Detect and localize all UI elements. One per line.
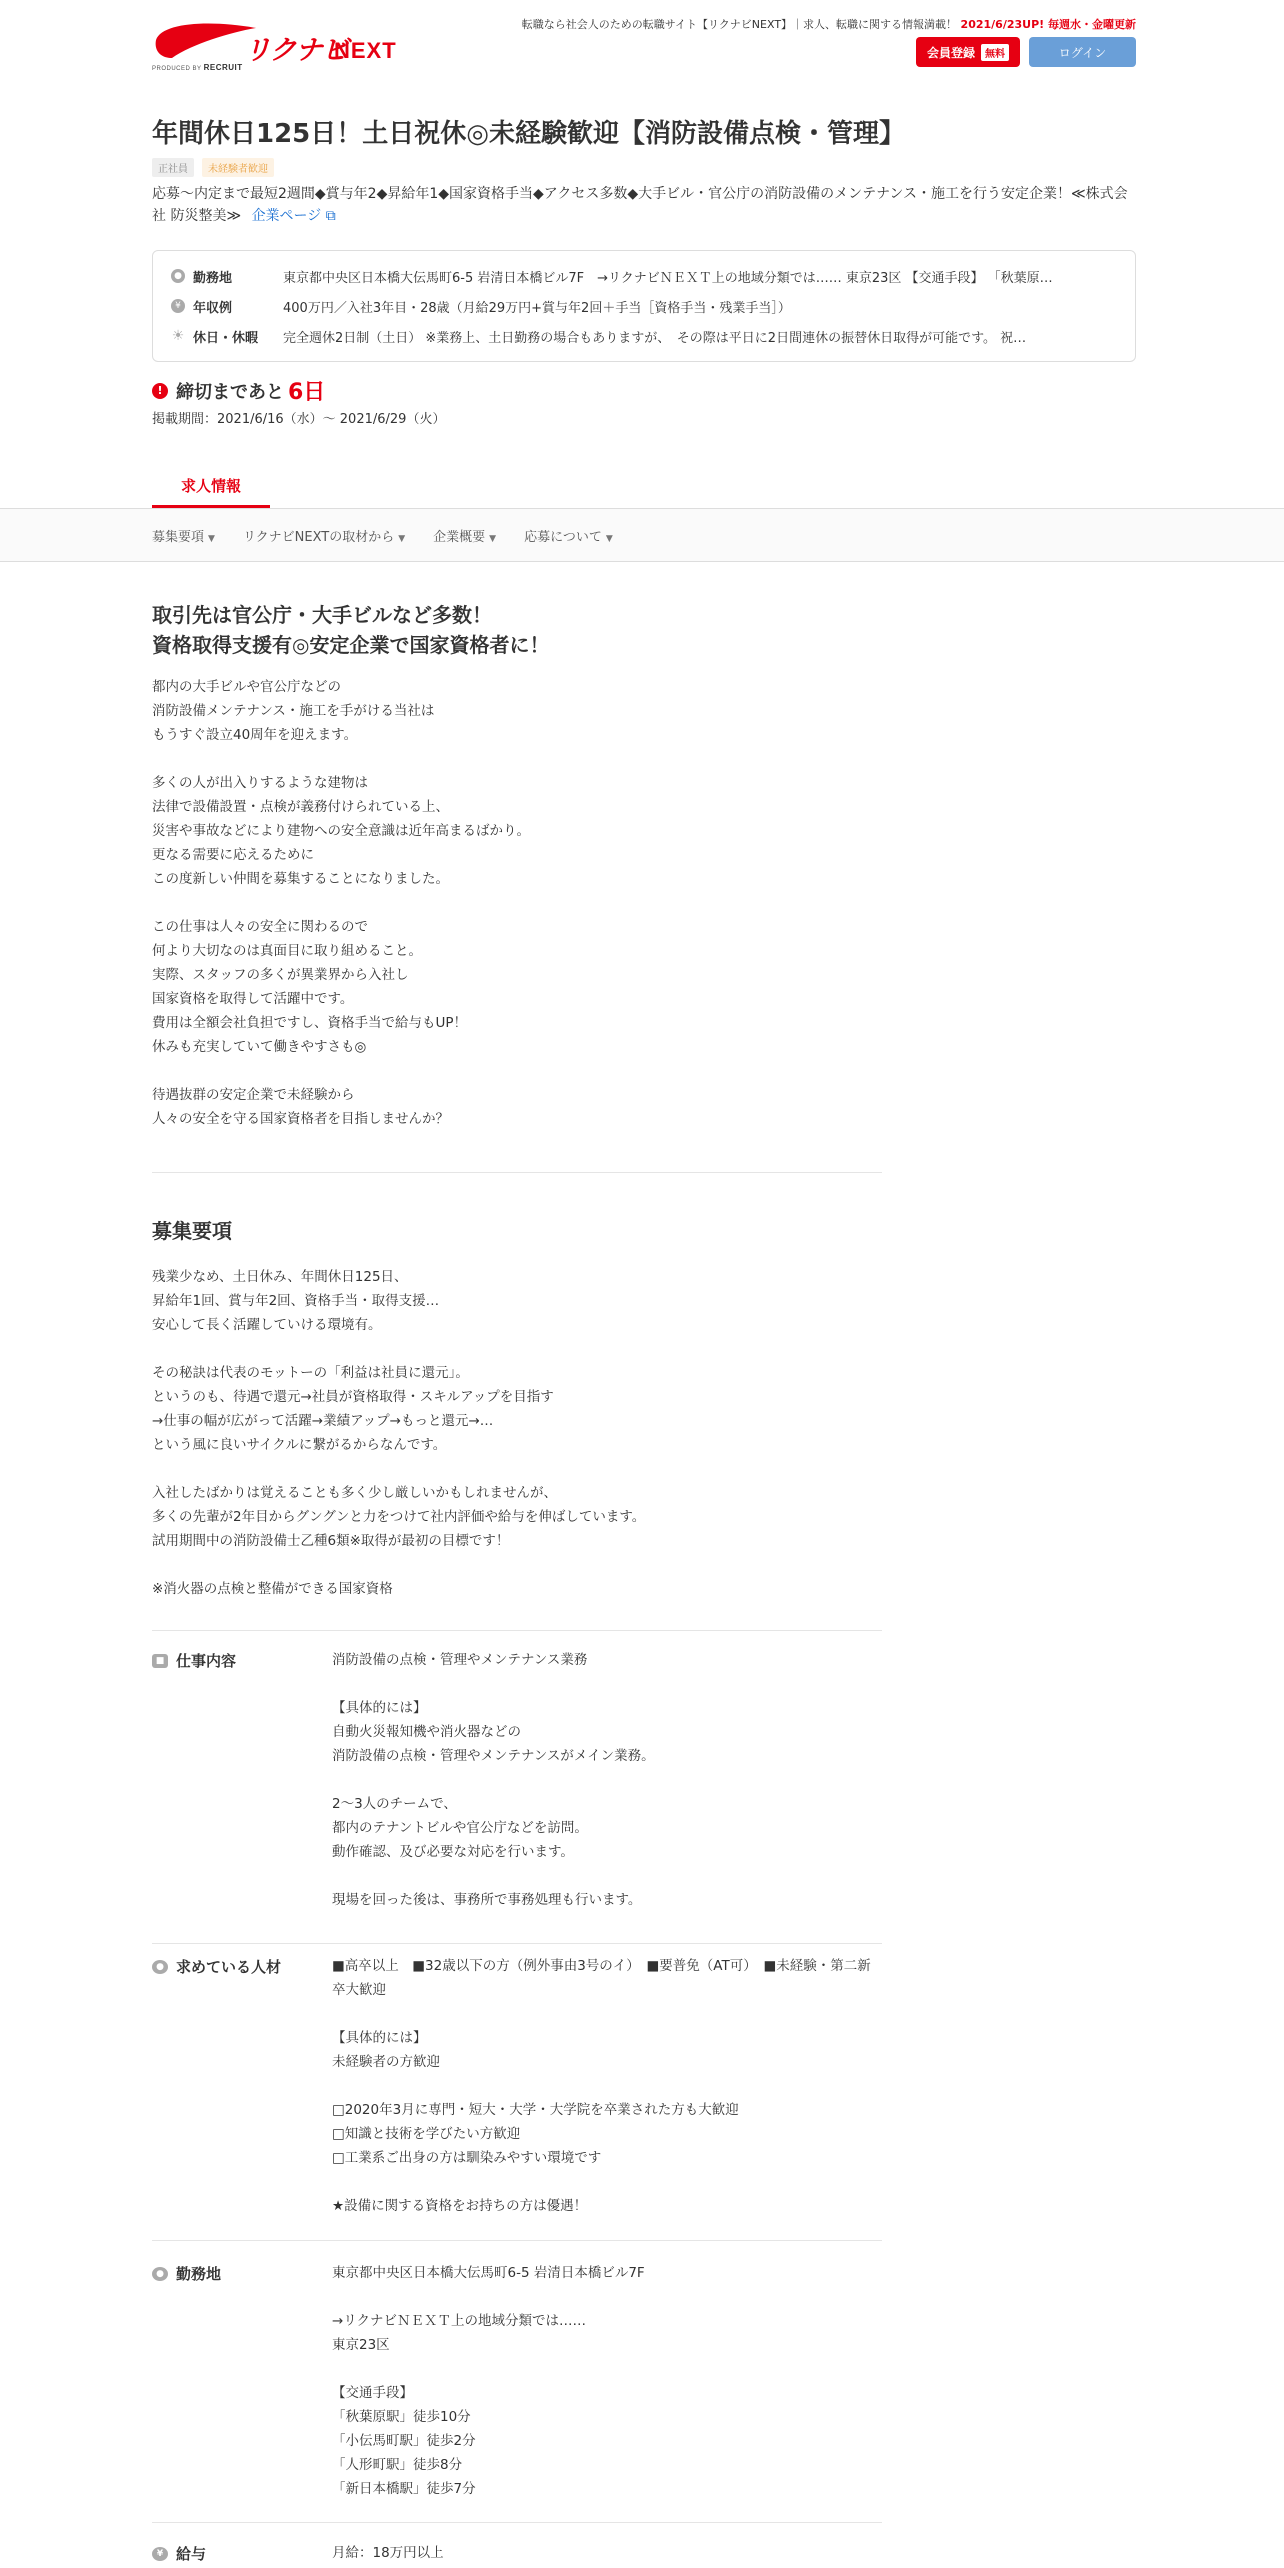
logo-brand-text: リクナビ — [244, 35, 348, 66]
job-description — [152, 183, 1136, 227]
subnav-apply[interactable] — [524, 526, 613, 545]
row-location-text: 東京都中央区日本橋大伝馬町6-5 岩清日本橋ビル7F →リクナビＮＥＸＴ上の地域分類では…… 東京23区 【交通手段】 「秋葉原駅」徒歩10分 「小伝馬町駅」徒歩2分 「人形町駅」徒歩8分 「新日本橋駅」徒歩7分 — [332, 2265, 645, 2497]
deadline-prefix: 締切まであと — [176, 381, 284, 403]
subnav-interview-label: リクナビNEXTの取材から — [242, 530, 395, 545]
catch-line-2: 資格取得支援有◎安定企業で国家資格者に！ — [152, 633, 550, 657]
briefcase-icon: ■ — [152, 1654, 168, 1668]
row-salary-label — [152, 2543, 206, 2564]
job-tags — [152, 158, 274, 177]
row-requirements-title: 求めている人材 — [176, 1958, 282, 1976]
logo-produced-by — [152, 63, 243, 72]
subnav-company-label: 企業概要 — [433, 530, 486, 545]
sun-icon: ☀ — [171, 328, 185, 344]
logo-next-text: NEXT — [334, 38, 397, 63]
yen-icon: ¥ — [152, 2547, 168, 2561]
logo[interactable] — [152, 18, 402, 78]
map-pin-icon: ● — [152, 2267, 168, 2281]
tab-job-info[interactable]: 求人情報 — [152, 468, 270, 508]
summary-holiday-value: 完全週休2日制（土日） ※業務上、土日勤務の場合もありますが、 その際は平日に2日間連休の振替休日取得が可能です。 祝… — [283, 330, 1027, 346]
yen-icon: ¥ — [171, 299, 185, 313]
subnav-requirements[interactable] — [152, 526, 215, 545]
row-location-title: 勤務地 — [176, 2265, 222, 2283]
row-requirements-label — [152, 1956, 281, 1977]
logo-by-text: PRODUCED BY — [152, 66, 202, 72]
job-title: 年間休日125日！土日祝休◎未経験歓迎【消防設備点検・管理】 — [152, 119, 905, 149]
row-job-content-text: 消防設備の点検・管理やメンテナンス業務 【具体的には】 自動火災報知機や消火器などの 消防設備の点検・管理やメンテナンスがメイン業務。 2～3人のチームで、 都内のテナントビルや官公庁などを訪問。 動作確認、及び必要な対応を行います。 現場を回った後は、事務所で事務処理も行います。 — [332, 1652, 655, 1908]
divider — [152, 1172, 882, 1173]
summary-location-label: 勤務地 — [193, 270, 233, 286]
posting-period: 掲載期間：2021/6/16（水）～ 2021/6/29（火） — [152, 412, 446, 427]
deadline-days: 6日 — [288, 380, 326, 405]
company-page-link[interactable] — [252, 208, 336, 224]
row-location-label — [152, 2263, 221, 2284]
subnav-interview[interactable] — [243, 526, 405, 545]
chevron-down-icon: ▼ — [489, 534, 497, 544]
job-description-text: 応募～内定まで最短2週間◆賞与年2◆昇給年1◆国家資格手当◆アクセス多数◆大手ビル・官公庁の消防設備のメンテナンス・施工を行う安定企業！≪株式会社 防災整美≫ — [152, 186, 1128, 224]
catch-heading — [152, 600, 549, 660]
deadline — [152, 375, 325, 406]
summary-location — [171, 265, 1121, 287]
requirements-intro: 残業少なめ、土日休み、年間休日125日、 昇給年1回、賞与年2回、資格手当・取得支援… 安心して長く活躍していける環境有。 その秘訣は代表のモットーの「利益は社員に還元」。 というのも、待遇で還元→社員が資格取得・スキルアップを目指す →仕事の幅が広がって活躍→業績アップ→もっと還元→… という風に良いサイクルに繋がるからなんです。 入社したばかりは覚えることも多く少し厳しいかもしれませんが、 多くの先輩が2年目からグングンと力をつけて社内評価や給与を伸ばしています。 試用期間中の消防設備士乙種6類※取得が最初の目標です！ ※消火器の点検と整備ができる国家資格 — [152, 1269, 646, 1597]
header — [152, 0, 1136, 120]
page-container — [152, 0, 1136, 427]
summary-salary-label: 年収例 — [193, 300, 233, 316]
catch-line-1: 取引先は官公庁・大手ビルなど多数！ — [152, 603, 492, 627]
row-job-content-title: 仕事内容 — [176, 1652, 237, 1670]
register-button[interactable] — [916, 37, 1020, 67]
tagline-text: 転職なら社会人のための転職サイト【リクナビNEXT】｜求人、転職に関する情報満載！ — [521, 18, 958, 31]
row-salary-text: 月給：18万円以上 — [332, 2545, 444, 2561]
company-page-link-label: 企業ページ — [251, 208, 322, 224]
divider — [152, 2240, 882, 2241]
intro-text: 都内の大手ビルや官公庁などの 消防設備メンテナンス・施工を手がける当社は もうすぐ設立40周年を迎えます。 多くの人が出入りするような建物は 法律で設備設置・点検が義務付けられている上、 災害や事故などにより建物への安全意識は近年高まるばかり。 更なる需要に応えるために この度新しい仲間を募集することになりました。 この仕事は人々の安全に関わるので 何より大切なのは真面目に取り組めること。 実際、スタッフの多くが異業界から入社し 国家資格を取得して活躍中です。 費用は全額会社負担ですし、資格手当で給与もUP！ 休みも充実していて働きやすさも◎ 待遇抜群の安定企業で未経験から 人々の安全を守る国家資格者を目指しませんか？ — [152, 679, 530, 1127]
row-job-content-label — [152, 1650, 236, 1671]
chevron-down-icon: ▼ — [605, 534, 613, 544]
subnav-company[interactable] — [433, 526, 496, 545]
summary-location-value: 東京都中央区日本橋大伝馬町6-5 岩清日本橋ビル7F →リクナビＮＥＸＴ上の地域分類では…… 東京23区 【交通手段】 「秋葉原… — [283, 270, 1053, 286]
tagline — [522, 16, 1136, 32]
summary-holiday-label: 休日・休暇 — [193, 330, 259, 346]
login-button[interactable]: ログイン — [1029, 37, 1136, 67]
divider — [152, 1630, 882, 1631]
row-requirements-text: ■高卒以上 ■32歳以下の方（例外事由3号のイ） ■要普免（AT可） ■未経験・第二新卒大歓迎 【具体的には】 未経験者の方歓迎 □2020年3月に専門・短大・大学・大学院を卒業された方も大歓迎 □知識と技術を学びたい方歓迎 □工業系ご出身の方は馴染みやすい環境です ★設備に関する資格をお持ちの方は優遇！ — [332, 1958, 871, 2214]
summary-salary-value: 400万円／入社3年目・28歳（月給29万円+賞与年2回＋手当［資格手当・残業手当］） — [283, 300, 791, 316]
row-salary-title: 給与 — [176, 2545, 207, 2563]
chevron-down-icon: ▼ — [208, 534, 215, 544]
register-label: 会員登録 — [926, 45, 975, 60]
divider — [152, 2522, 882, 2523]
job-summary-box — [152, 250, 1136, 362]
update-note: 2021/6/23UP! 毎週水・金曜更新 — [960, 18, 1136, 31]
subnav-apply-label: 応募について — [524, 530, 602, 545]
map-pin-icon: ● — [171, 269, 185, 283]
sub-navigation — [0, 509, 1284, 562]
summary-salary — [171, 295, 1121, 317]
divider — [152, 1943, 882, 1944]
logo-recruit-text: RECRUIT — [203, 63, 243, 72]
summary-holiday — [171, 325, 1121, 347]
alert-icon: ! — [152, 383, 168, 399]
chevron-down-icon: ▼ — [398, 534, 406, 544]
external-link-icon: ⧉ — [325, 208, 336, 224]
person-icon: ● — [152, 1960, 168, 1974]
section-title-requirements: 募集要項 — [152, 1219, 232, 1243]
tag-employment-type: 正社員 — [152, 158, 194, 177]
subnav-requirements-label: 募集要項 — [152, 530, 205, 545]
free-badge: 無料 — [981, 44, 1009, 61]
tag-inexperienced: 未経験者歓迎 — [202, 158, 274, 177]
